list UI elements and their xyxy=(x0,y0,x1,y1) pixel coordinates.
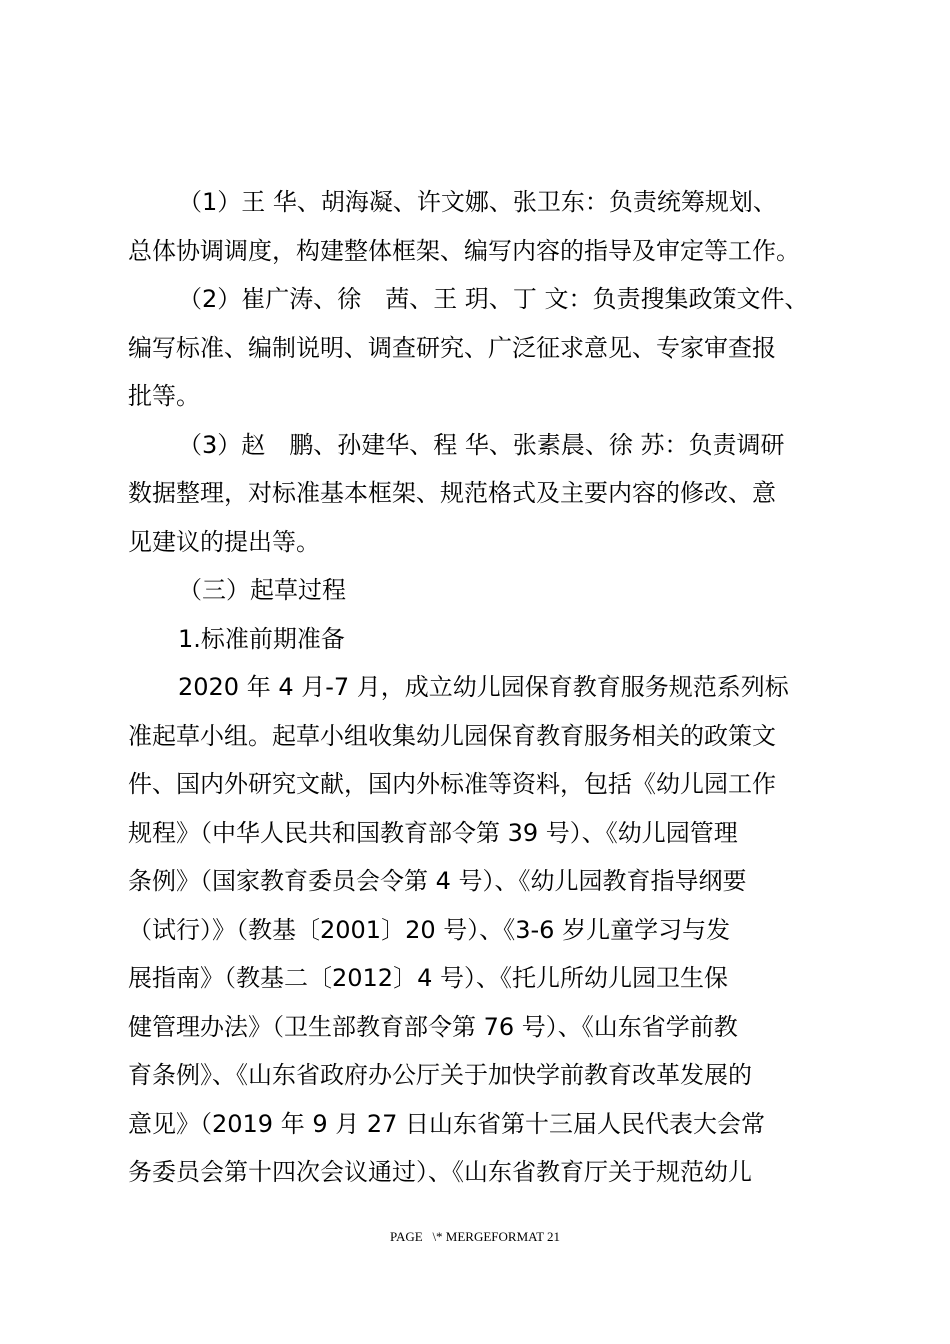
text-line: 编写标准、编制说明、调查研究、广泛征求意见、专家审查报 xyxy=(128,333,776,362)
text-line: （试行）》（教基〔2001〕20 号）、《3-6 岁儿童学习与发 xyxy=(128,915,731,944)
text-line: 意见》（2019 年 9 月 27 日山东省第十三届人民代表大会常 xyxy=(128,1109,766,1138)
text-line: （1）王 华、胡海凝、许文娜、张卫东：负责统筹规划、 xyxy=(178,188,777,216)
text-line: 准起草小组。起草小组收集幼儿园保育教育服务相关的政策文 xyxy=(128,721,776,750)
text-line: 数据整理，对标准基本框架、规范格式及主要内容的修改、意 xyxy=(128,479,776,507)
text-line: （3）赵 鹏、孙建华、程 华、张素晨、徐 苏：负责调研 xyxy=(178,430,785,459)
paragraph-team-1 xyxy=(128,178,828,275)
text-line: 见建议的提出等。 xyxy=(128,527,320,556)
paragraph-team-3 xyxy=(128,421,828,567)
text-line: 健管理办法》（卫生部教育部令第 76 号）、《山东省学前教 xyxy=(128,1012,738,1041)
text-line: 件、国内外研究文献，国内外标准等资料，包括《幼儿园工作 xyxy=(128,770,776,798)
subsection-heading xyxy=(128,615,828,664)
body-text xyxy=(128,178,828,1197)
text-line: 2020 年 4 月-7 月，成立幼儿园保育教育服务规范系列标 xyxy=(178,673,789,701)
subheading-text: 1.标准前期准备 xyxy=(178,624,345,653)
paragraph-preparation xyxy=(128,663,828,1197)
paragraph-team-2 xyxy=(128,275,828,421)
text-line: 总体协调调度，构建整体框架、编写内容的指导及审定等工作。 xyxy=(128,236,800,265)
text-line: 条例》（国家教育委员会令第 4 号）、《幼儿园教育指导纲要 xyxy=(128,867,747,895)
text-line: 规程》（中华人民共和国教育部令第 39 号）、《幼儿园管理 xyxy=(128,818,738,847)
section-heading xyxy=(128,566,828,615)
page-footer: PAGE \* MERGEFORMAT 21 xyxy=(389,1229,561,1244)
heading-text: （三）起草过程 xyxy=(178,576,346,604)
text-line: 展指南》（教基二〔2012〕4 号）、《托儿所幼儿园卫生保 xyxy=(128,964,728,992)
text-line: 批等。 xyxy=(128,382,200,410)
text-line: （2）崔广涛、徐 茜、王 玥、丁 文：负责搜集政策文件、 xyxy=(178,285,809,313)
text-line: 务委员会第十四次会议通过）、《山东省教育厅关于规范幼儿 xyxy=(128,1158,752,1186)
text-line: 育条例》、《山东省政府办公厅关于加快学前教育改革发展的 xyxy=(128,1061,752,1089)
